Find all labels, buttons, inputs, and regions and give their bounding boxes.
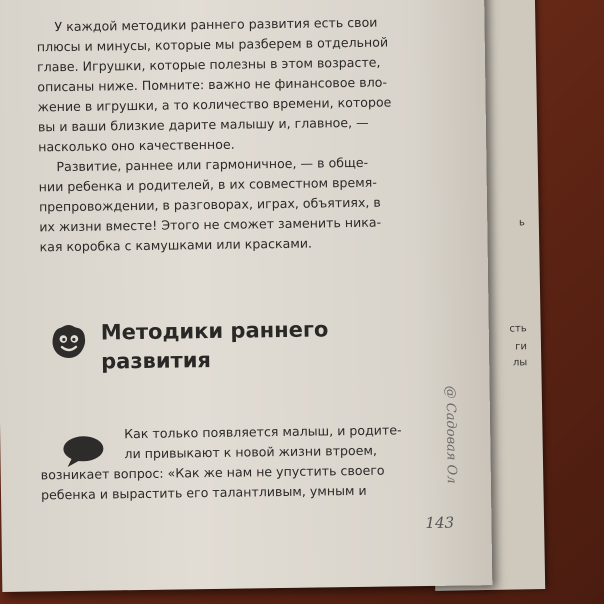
- smiley-face-icon: [51, 323, 87, 359]
- text-line: Как только появляется малыш, и родите-: [124, 422, 402, 442]
- section-heading: [101, 315, 329, 376]
- text-line: нии ребенка и родителей, в их совместном время-: [38, 174, 377, 195]
- text-line: У каждой методики раннего развития есть свои: [54, 14, 378, 35]
- text-line: описаны ниже. Помните: важно не финансовое вло-: [37, 74, 388, 95]
- text-line: их жизни вместе! Этого не сможет заменить ника-: [39, 214, 382, 235]
- text-line: насколько оно качественное.: [38, 136, 235, 155]
- text-line: кая коробка с камушками или красками.: [39, 235, 313, 255]
- heading-line: Методики раннего: [100, 317, 329, 345]
- text-line: ребенка и вырастить его талантливым, умным и: [40, 482, 367, 503]
- page-fragment: ги: [515, 341, 528, 353]
- text-line: Развитие, раннее или гармоничное, — в обще-: [56, 154, 369, 175]
- watermark-text: @ Садовая Ол: [442, 385, 459, 484]
- text-line: главе. Игрушки, которые полезны в этом возрасте,: [36, 54, 381, 75]
- section-heading-block: [51, 315, 329, 377]
- page-fragment: ь: [518, 217, 525, 229]
- text-line: жение в игрушки, а то количество времени, которое: [37, 94, 392, 115]
- text-line: вы и ваши близкие дарите малышу и, главное, —: [37, 114, 369, 135]
- text-line: ли привыкают к новой жизни втроем,: [124, 442, 378, 462]
- body-text: [36, 12, 411, 257]
- text-line: возникает вопрос: «Как же нам не упустить своего: [40, 462, 385, 483]
- watermark: [438, 386, 464, 496]
- heading-line: развития: [101, 348, 212, 374]
- page-fragment: лы: [512, 357, 528, 369]
- page-fragment: сть: [509, 323, 527, 335]
- text-line: препровождении, в разговорах, играх, объятиях, в: [38, 194, 381, 215]
- page-number: 143: [425, 513, 455, 533]
- text-line: плюсы и минусы, которые мы разберем в отдельной: [36, 34, 389, 55]
- intro-paragraph: [40, 420, 419, 505]
